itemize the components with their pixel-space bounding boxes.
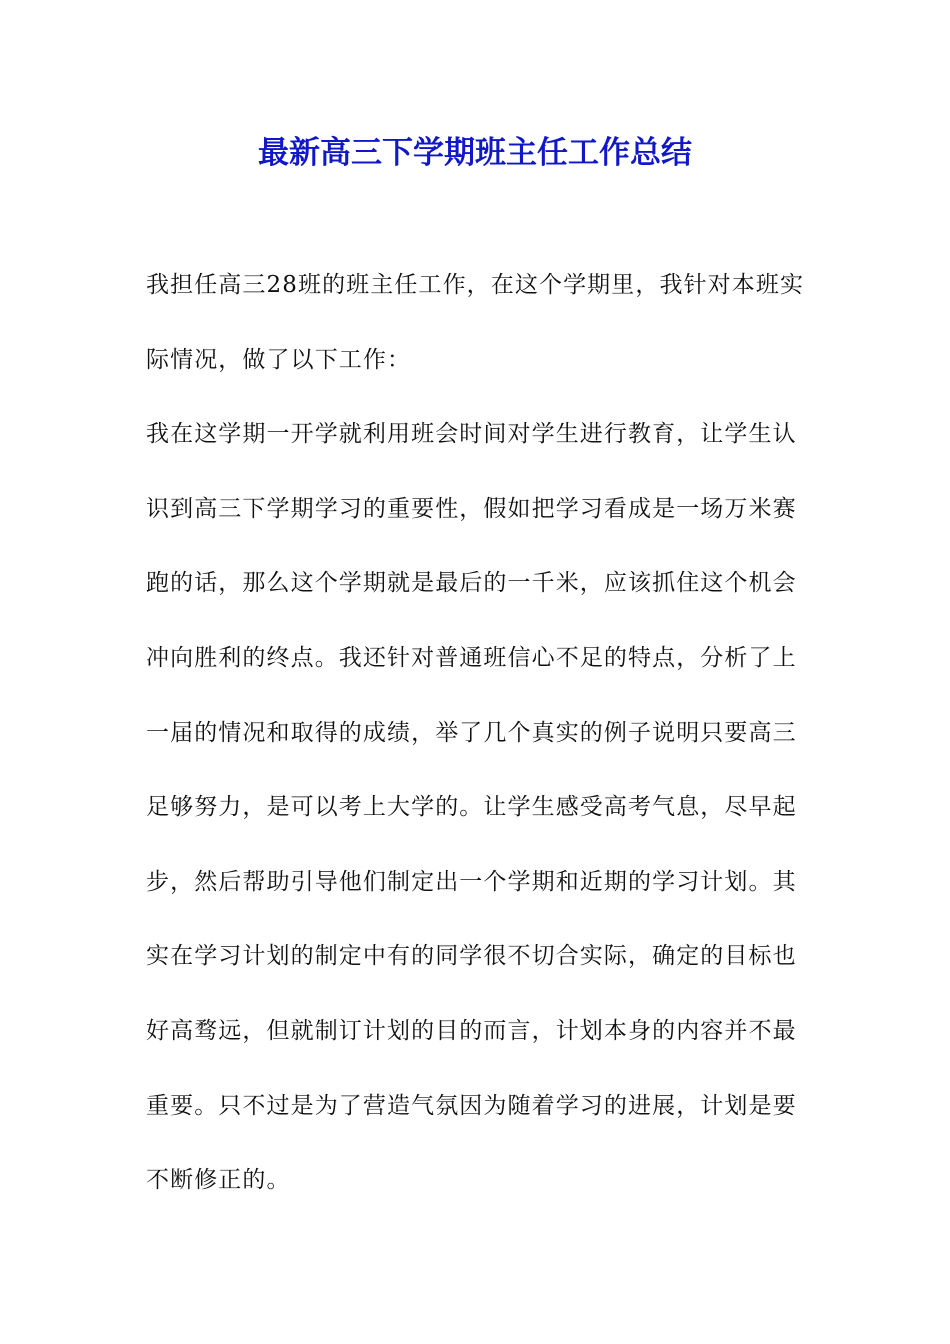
body-line: 冲向胜利的终点。我还针对普通班信心不足的特点，分析了上 [146,644,797,671]
body-line: 步，然后帮助引导他们制定出一个学期和近期的学习计划。其 [146,868,797,895]
body-line: 足够努力，是可以考上大学的。让学生感受高考气息，尽早起 [146,794,797,821]
body-line: 际情况，做了以下工作： [146,346,412,373]
body-line: 好高骛远，但就制订计划的目的而言，计划本身的内容并不最 [146,1017,797,1044]
body-line: 跑的话，那么这个学期就是最后的一千米，应该抓住这个机会 [146,570,797,597]
body-line: 识到高三下学期学习的重要性，假如把学习看成是一场万米赛 [146,495,797,522]
document-body [146,260,808,1230]
body-line: 不断修正的。 [146,1167,291,1194]
body-line: 我在这学期一开学就利用班会时间对学生进行教育，让学生认 [146,421,797,448]
document-title: 最新高三下学期班主任工作总结 [258,135,692,171]
body-line: 重要。只不过是为了营造气氛因为随着学习的进展，计划是要 [146,1092,797,1119]
body-line: 一届的情况和取得的成绩，举了几个真实的例子说明只要高三 [146,719,797,746]
body-line: 我担任高三28班的班主任工作，在这个学期里，我针对本班实 [146,272,805,298]
body-line: 实在学习计划的制定中有的同学很不切合实际，确定的目标也 [146,943,797,970]
